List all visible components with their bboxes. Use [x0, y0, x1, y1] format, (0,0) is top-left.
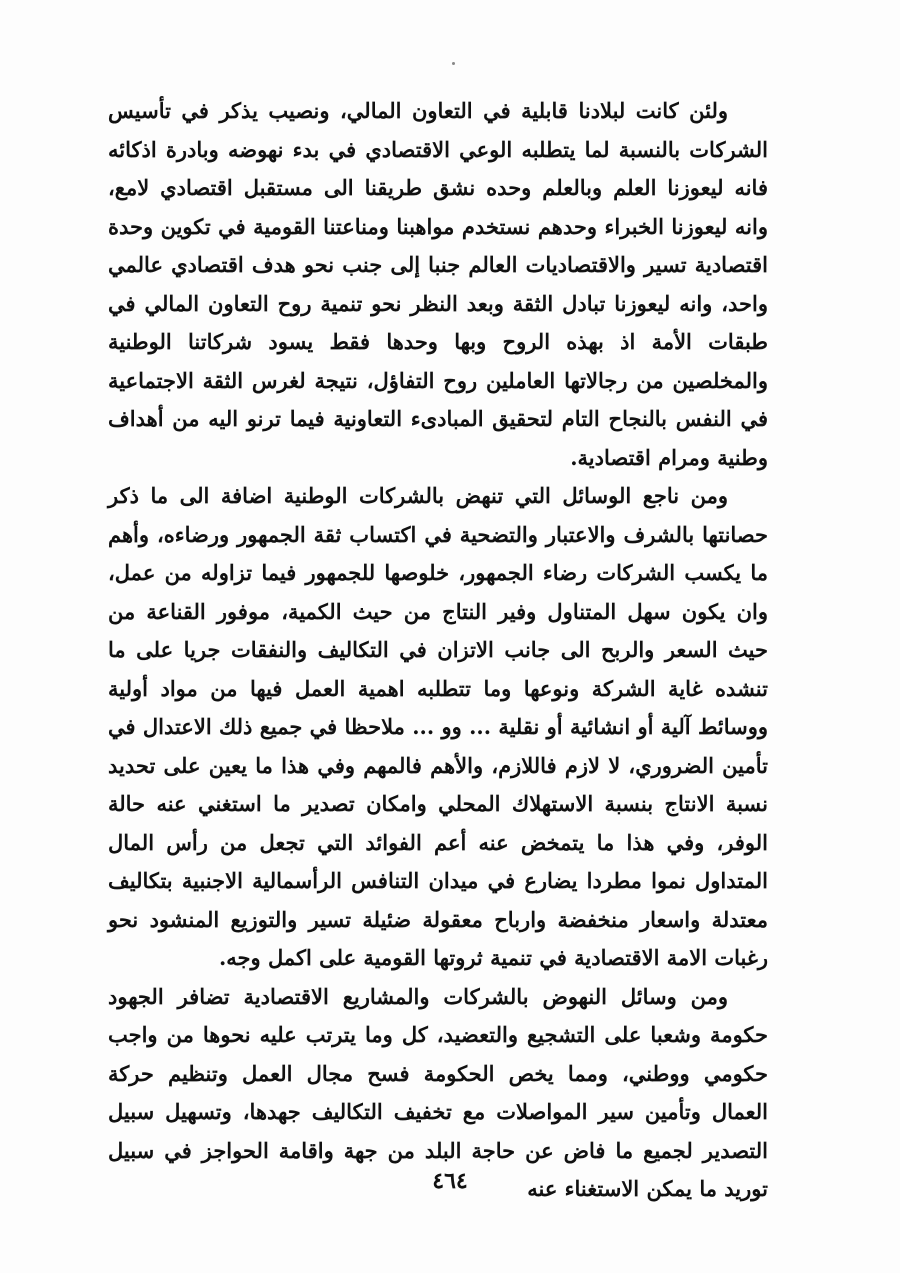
- paragraph-2: ومن ناجع الوسائل التي تنهض بالشركات الوطنية اضافة الى ما ذكر حصانتها بالشرف والاعتبار والتضحية في اكتساب ثقة الجمهور ورضاءه، وأهم ما يكسب الشركات رضاء الجمهور، خلوصها للجمهور فيما تزاوله من عمل، وان يكون سهل المتناول وفير النتاج من حيث الكمية، موفور القناعة من حيث السعر والربح الى جانب الاتزان في التكاليف والنفقات جريا على ما تنشده غاية الشركة ونوعها وما تتطلبه اهمية العمل فيها من مواد أولية ووسائط آلية أو انشائية أو نقلية ... وو ... ملاحظا في جميع ذلك الاعتدال في تأمين الضروري، لا لازم فاللازم، والأهم فالمهم وفي هذا ما يعين على تحديد نسبة الانتاج بنسبة الاستهلاك المحلي وامكان تصدير ما استغني عنه حالة الوفر، وفي هذا ما يتمخض عنه أعم الفوائد التي تجعل من رأس المال المتداول نموا مطردا يضارع في ميدان التنافس الرأسمالية الاجنبية بتكاليف معتدلة واسعار منخفضة وارباح معقولة ضئيلة تسير والتوزيع المنشود نحو رغبات الامة الاقتصادية في تنمية ثروتها القومية على اكمل وجه.: [108, 483, 768, 970]
- paragraph-1: ولئن كانت لبلادنا قابلية في التعاون المالي، ونصيب يذكر في تأسيس الشركات بالنسبة لما يتطلبه الوعي الاقتصادي في بدء نهوضه وبادرة اذكائه فانه ليعوزنا العلم وبالعلم وحده نشق طريقنا الى مستقبل اقتصادي لامع، وانه ليعوزنا الخبراء وحدهم نستخدم مواهبنا ومناعتنا القومية في تكوين وحدة اقتصادية تسير والاقتصاديات العالم جنبا إلى جنب نحو هدف اقتصادي عالمي واحد، وانه ليعوزنا تبادل الثقة وبعد النظر نحو تنمية روح التعاون المالي في طبقات الأمة اذ بهذه الروح وبها وحدها فقط يسود شركاتنا الوطنية والمخلصين من رجالاتها العاملين روح التفاؤل، نتيجة لغرس الثقة الاجتماعية في النفس بالنجاح التام لتحقيق المبادىء التعاونية فيما ترنو اليه من أهداف وطنية ومرام اقتصادية.: [108, 98, 768, 470]
- print-speck: [452, 62, 455, 65]
- body-text: [108, 92, 768, 1209]
- paragraph-3: ومن وسائل النهوض بالشركات والمشاريع الاقتصادية تضافر الجهود حكومة وشعبا على التشجيع والتعضيد، كل وما يترتب عليه نحوها من واجب حكومي ووطني، ومما يخص الحكومة فسح مجال العمل وتنظيم حركة العمال وتأمين سير المواصلات مع تخفيف التكاليف جهدها، وتسهيل سبيل التصدير لجميع ما فاض عن حاجة البلد من جهة واقامة الحواجز في سبيل توريد ما يمكن الاستغناء عنه: [108, 983, 768, 1201]
- page-number: ٤٦٤: [432, 1168, 468, 1194]
